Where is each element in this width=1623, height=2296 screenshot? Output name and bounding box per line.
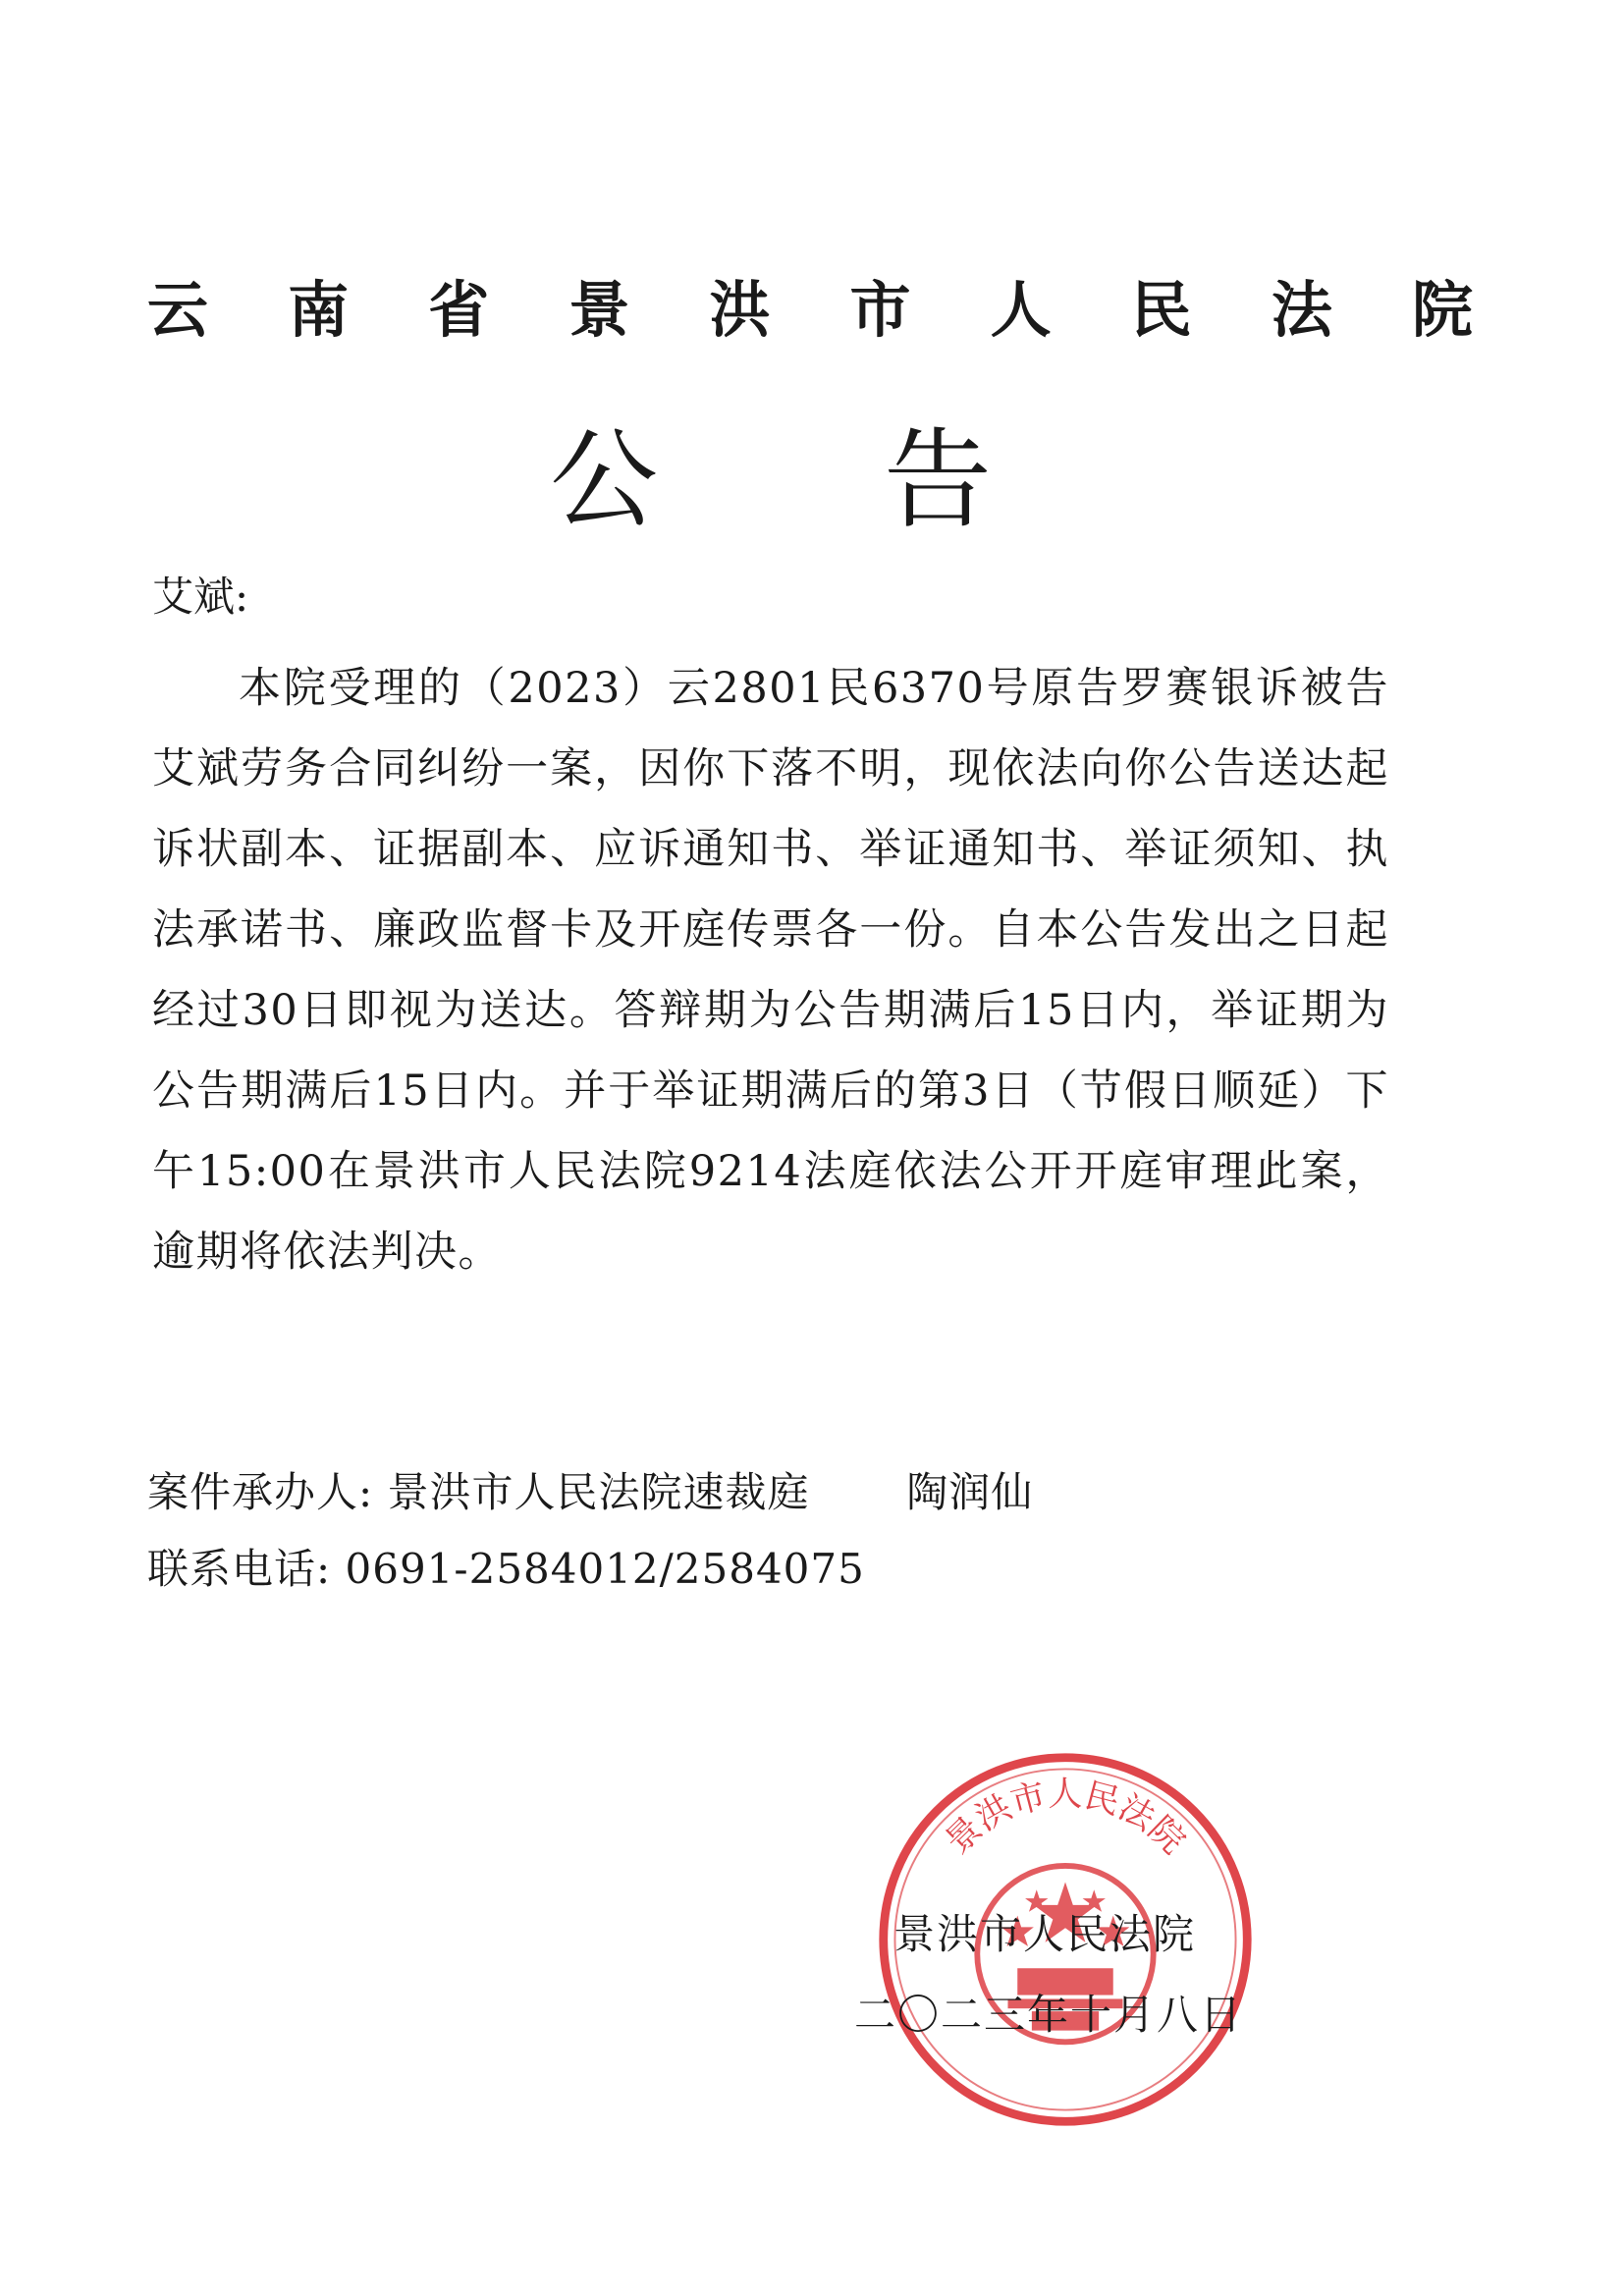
- case-handler-name: 陶润仙: [906, 1468, 1034, 1516]
- court-name-char: 法: [1271, 273, 1332, 346]
- notice-title: [550, 408, 992, 543]
- court-name-char: 景: [568, 273, 630, 346]
- contact-phone-label: 联系电话:: [147, 1545, 332, 1593]
- court-name-char: 省: [428, 273, 490, 346]
- court-name-char: 云: [147, 273, 209, 346]
- notice-title-char: 告: [884, 417, 992, 543]
- court-name-char: 院: [1411, 273, 1473, 346]
- signature-court-name: 景洪市人民法院: [893, 1910, 1197, 1958]
- court-name-char: 洪: [709, 273, 771, 346]
- addressee: 艾斌:: [152, 573, 249, 621]
- case-handler-line: [147, 1463, 1033, 1522]
- seal-ring-text: [938, 1775, 1193, 1862]
- court-name-heading: [147, 260, 1473, 349]
- seal-ring-textpath: 景洪市人民法院: [937, 1774, 1194, 1862]
- case-handler-label: 案件承办人:: [147, 1468, 374, 1516]
- contact-phone-line: [147, 1540, 865, 1599]
- notice-body: 本院受理的（2023）云2801民6370号原告罗赛银诉被告艾斌劳务合同纠纷一案，因你下落不明，现依法向你公告送达起诉状副本、证据副本、应诉通知书、举证通知书、举证须知、执法承诺书、廉政监督卡及开庭传票各一份。自本公告发出之日起经过30日即视为送达。答辩期为公告期满后15日内，举证期为公告期满后15日内。并于举证期满后的第3日（节假日顺延）下午15:00在景洪市人民法院9214法庭依法公开开庭审理此案，逾期将依法判决。: [152, 664, 1389, 1277]
- court-name-char: 人: [990, 273, 1052, 346]
- court-name-char: 南: [288, 273, 350, 346]
- case-handler-department: 景洪市人民法院速裁庭: [387, 1468, 810, 1516]
- notice-title-char: 公: [550, 417, 658, 543]
- signature-date: 二〇二三年十月八日: [854, 1991, 1244, 2039]
- contact-phone-value: 0691-2584012/2584075: [345, 1545, 865, 1593]
- court-name-char: 市: [849, 273, 911, 346]
- court-name-char: 民: [1130, 273, 1192, 346]
